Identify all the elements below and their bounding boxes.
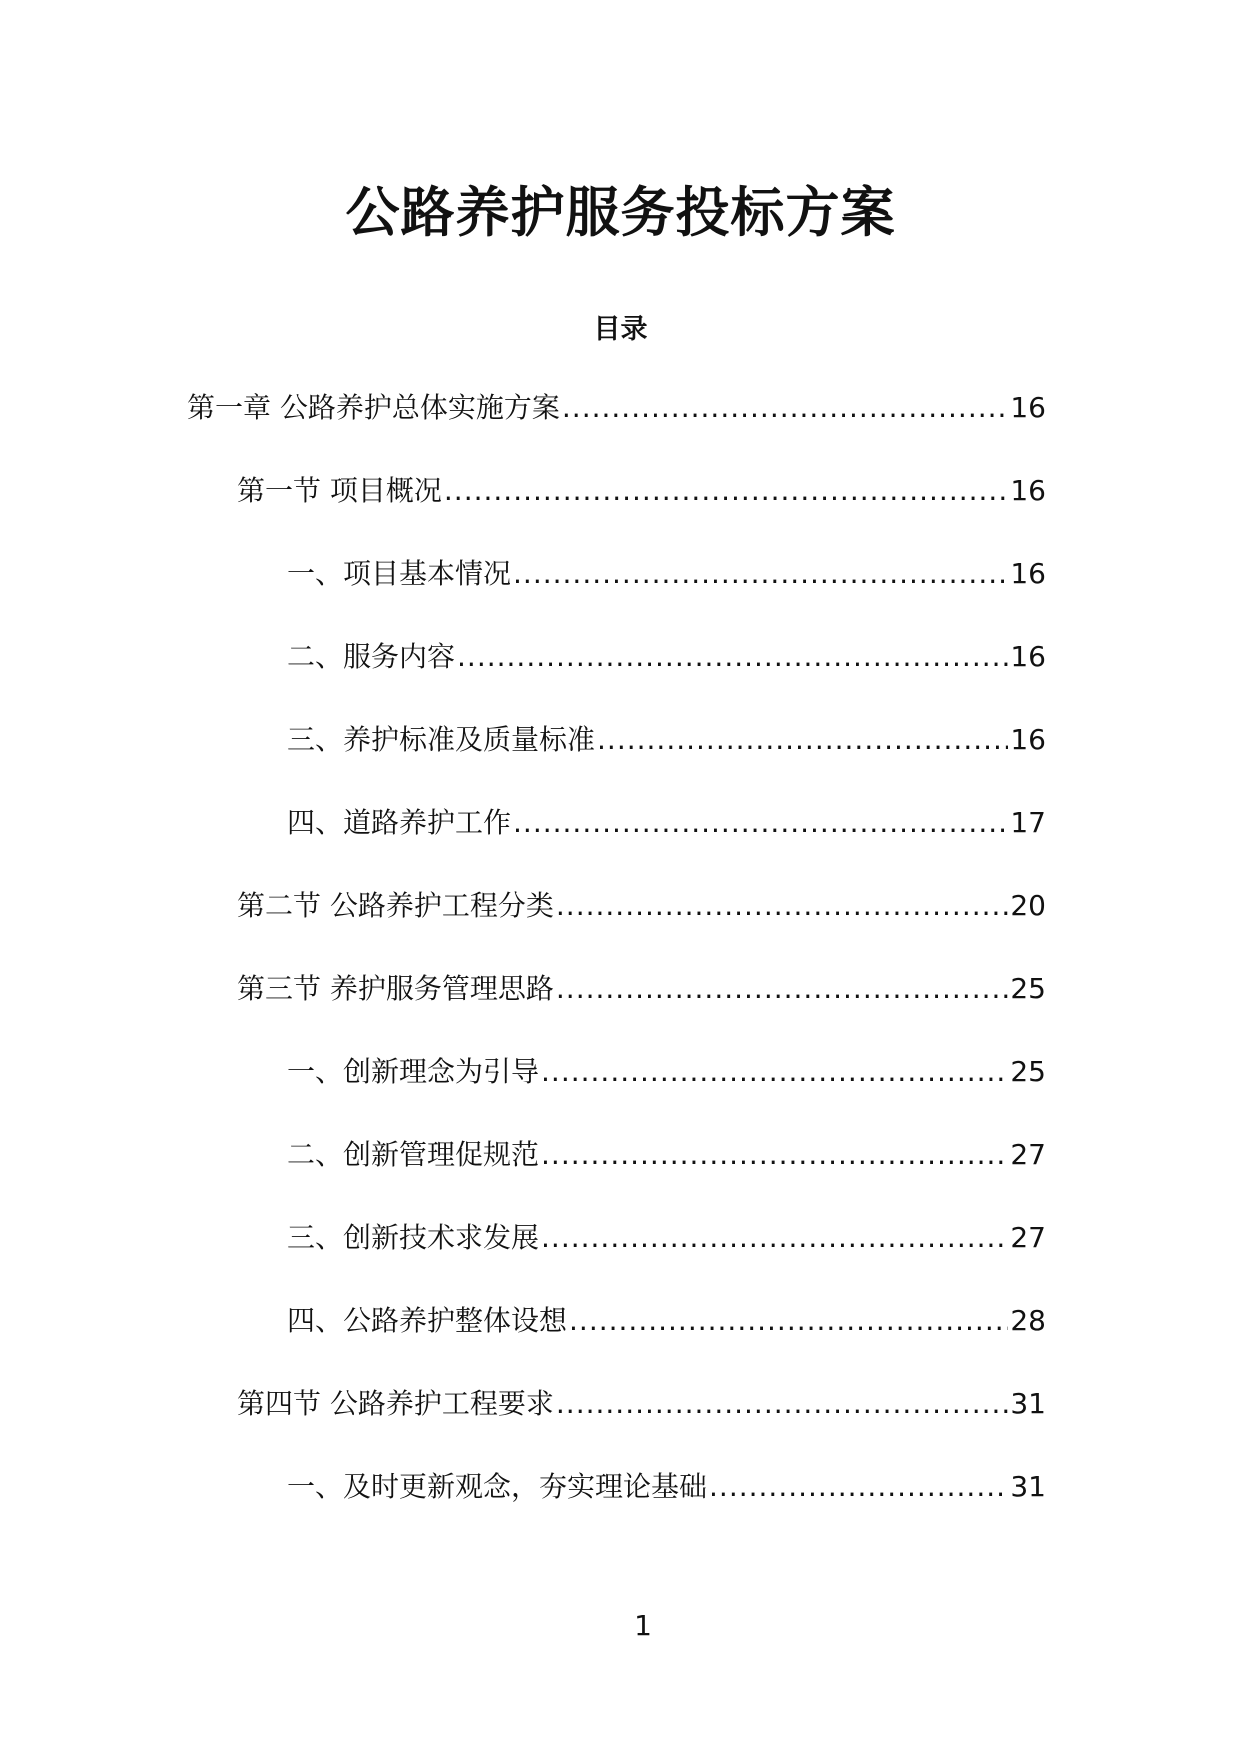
toc-dot-leader bbox=[556, 886, 1008, 926]
toc-entry-item[interactable] bbox=[287, 1135, 1046, 1175]
toc-entry-page: 25 bbox=[1010, 1055, 1046, 1088]
toc-dot-leader bbox=[556, 969, 1008, 1009]
toc-entry-page: 16 bbox=[1010, 723, 1046, 756]
toc-entry-item[interactable] bbox=[287, 1218, 1046, 1258]
toc-dot-leader bbox=[444, 471, 1008, 511]
toc-entry-label: 第一章 公路养护总体实施方案 bbox=[187, 391, 560, 424]
toc-entry-label: 第一节 项目概况 bbox=[237, 474, 442, 507]
toc-entry-label: 三、养护标准及质量标准 bbox=[287, 723, 596, 756]
toc-dot-leader bbox=[569, 1301, 1008, 1341]
toc-entry-page: 16 bbox=[1010, 474, 1046, 507]
toc-entry-item[interactable] bbox=[287, 720, 1046, 760]
page-number: 1 bbox=[634, 1609, 652, 1642]
toc-entry-label: 第二节 公路养护工程分类 bbox=[237, 889, 554, 922]
toc-entry-label: 三、创新技术求发展 bbox=[287, 1221, 540, 1254]
toc-entry-label: 二、创新管理促规范 bbox=[287, 1138, 540, 1171]
toc-dot-leader bbox=[541, 1052, 1008, 1092]
toc-entry-section-4[interactable] bbox=[237, 1384, 1046, 1424]
toc-entry-page: 17 bbox=[1010, 806, 1046, 839]
document-title: 公路养护服务投标方案 bbox=[345, 181, 896, 244]
toc-entry-page: 16 bbox=[1010, 557, 1046, 590]
toc-entry-page: 28 bbox=[1010, 1304, 1046, 1337]
toc-entry-item[interactable] bbox=[287, 637, 1046, 677]
toc-entry-page: 20 bbox=[1010, 889, 1046, 922]
toc-heading: 目录 bbox=[593, 314, 648, 345]
toc-entry-page: 25 bbox=[1010, 972, 1046, 1005]
toc-dot-leader bbox=[513, 554, 1008, 594]
toc-entry-item[interactable] bbox=[287, 1052, 1046, 1092]
toc-entry-section-2[interactable] bbox=[237, 886, 1046, 926]
toc-entry-item[interactable] bbox=[287, 803, 1046, 843]
toc-dot-leader bbox=[513, 803, 1008, 843]
toc-entry-label: 一、及时更新观念，夯实理论基础 bbox=[287, 1470, 708, 1503]
toc-dot-leader bbox=[709, 1467, 1008, 1507]
toc-entry-page: 16 bbox=[1010, 391, 1046, 424]
toc-dot-leader bbox=[541, 1218, 1008, 1258]
toc-entry-item[interactable] bbox=[287, 1301, 1046, 1341]
toc-entry-item[interactable] bbox=[287, 554, 1046, 594]
toc-entry-page: 27 bbox=[1010, 1138, 1046, 1171]
toc-entry-section-1[interactable] bbox=[237, 471, 1046, 511]
toc-entry-section-3[interactable] bbox=[237, 969, 1046, 1009]
toc-entry-label: 四、公路养护整体设想 bbox=[287, 1304, 568, 1337]
toc-entry-chapter-1[interactable] bbox=[187, 388, 1046, 428]
toc-entry-label: 一、项目基本情况 bbox=[287, 557, 512, 590]
toc-entry-label: 第三节 养护服务管理思路 bbox=[237, 972, 554, 1005]
toc-entry-item[interactable] bbox=[287, 1467, 1046, 1507]
toc-dot-leader bbox=[562, 388, 1008, 428]
toc-entry-label: 第四节 公路养护工程要求 bbox=[237, 1387, 554, 1420]
toc-entry-page: 31 bbox=[1010, 1470, 1046, 1503]
toc-dot-leader bbox=[556, 1384, 1008, 1424]
toc-entry-page: 16 bbox=[1010, 640, 1046, 673]
toc-entry-page: 27 bbox=[1010, 1221, 1046, 1254]
toc-entry-page: 31 bbox=[1010, 1387, 1046, 1420]
toc-entry-label: 四、道路养护工作 bbox=[287, 806, 512, 839]
toc-entry-label: 一、创新理念为引导 bbox=[287, 1055, 540, 1088]
toc-dot-leader bbox=[597, 720, 1008, 760]
toc-entry-label: 二、服务内容 bbox=[287, 640, 456, 673]
toc-dot-leader bbox=[541, 1135, 1008, 1175]
toc-dot-leader bbox=[457, 637, 1008, 677]
